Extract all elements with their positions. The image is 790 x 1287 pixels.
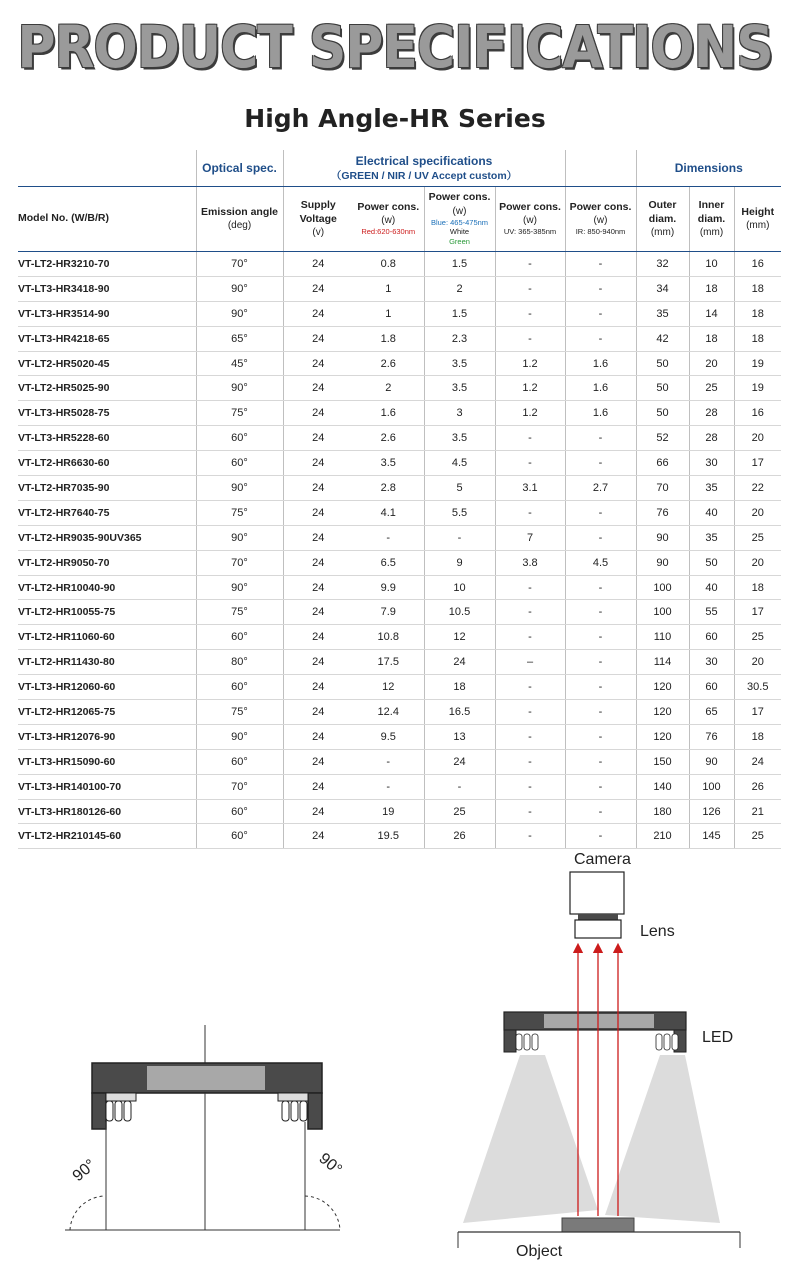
spec-table bbox=[18, 150, 781, 849]
table-cell: 60° bbox=[196, 824, 283, 849]
ring-light-diagram bbox=[65, 1025, 345, 1230]
table-cell: 3.5 bbox=[424, 376, 495, 401]
table-cell: 24 bbox=[283, 724, 353, 749]
group-electrical-title: Electrical specifications bbox=[355, 153, 493, 168]
table-cell: 20 bbox=[734, 650, 781, 675]
table-cell: 10.8 bbox=[353, 625, 424, 650]
table-row bbox=[18, 550, 781, 575]
table-row bbox=[18, 252, 781, 277]
table-cell: 19 bbox=[353, 799, 424, 824]
table-cell: 3 bbox=[424, 401, 495, 426]
table-cell: 24 bbox=[283, 326, 353, 351]
table-row bbox=[18, 500, 781, 525]
model-cell: VT-LT3-HR5228-60 bbox=[18, 426, 196, 451]
table-cell: 9 bbox=[424, 550, 495, 575]
table-cell: 0.8 bbox=[353, 252, 424, 277]
table-cell: 60° bbox=[196, 625, 283, 650]
table-cell: 70° bbox=[196, 774, 283, 799]
table-cell: 50 bbox=[636, 376, 689, 401]
table-row bbox=[18, 724, 781, 749]
table-cell: 35 bbox=[689, 476, 734, 501]
column-header-row bbox=[18, 187, 781, 252]
table-cell: 28 bbox=[689, 426, 734, 451]
table-cell: 18 bbox=[734, 301, 781, 326]
table-cell: 34 bbox=[636, 276, 689, 301]
table-cell: 75° bbox=[196, 600, 283, 625]
table-cell: 2.7 bbox=[565, 476, 636, 501]
table-cell: 75° bbox=[196, 401, 283, 426]
table-cell: 60° bbox=[196, 451, 283, 476]
table-row bbox=[18, 476, 781, 501]
table-cell: 16 bbox=[734, 252, 781, 277]
table-cell: 17.5 bbox=[353, 650, 424, 675]
camera-label: Camera bbox=[574, 851, 631, 868]
table-cell: 7 bbox=[495, 525, 565, 550]
diagrams bbox=[0, 830, 790, 1280]
table-cell: 40 bbox=[689, 500, 734, 525]
table-cell: 1.6 bbox=[353, 401, 424, 426]
table-cell: 1.2 bbox=[495, 376, 565, 401]
table-row bbox=[18, 351, 781, 376]
table-cell: 66 bbox=[636, 451, 689, 476]
table-cell: 1.8 bbox=[353, 326, 424, 351]
table-cell: - bbox=[565, 426, 636, 451]
table-cell: 120 bbox=[636, 700, 689, 725]
table-row bbox=[18, 774, 781, 799]
table-cell: 20 bbox=[689, 351, 734, 376]
table-cell: - bbox=[495, 774, 565, 799]
col-emission: Emission angle (deg) bbox=[196, 187, 283, 252]
table-cell: 24 bbox=[283, 401, 353, 426]
table-cell: 24 bbox=[283, 525, 353, 550]
table-cell: - bbox=[565, 799, 636, 824]
table-cell: - bbox=[495, 451, 565, 476]
group-electrical-subtitle: （GREEN / NIR / UV Accept custom） bbox=[330, 169, 518, 182]
table-cell: - bbox=[565, 650, 636, 675]
table-cell: - bbox=[565, 724, 636, 749]
setup-diagram bbox=[458, 851, 740, 1260]
table-cell: 1.2 bbox=[495, 401, 565, 426]
model-cell: VT-LT3-HR180126-60 bbox=[18, 799, 196, 824]
table-cell: 90 bbox=[689, 749, 734, 774]
table-cell: 10.5 bbox=[424, 600, 495, 625]
table-cell: 24 bbox=[283, 700, 353, 725]
table-cell: 3.5 bbox=[353, 451, 424, 476]
table-cell: 50 bbox=[636, 351, 689, 376]
table-cell: 3.5 bbox=[424, 351, 495, 376]
table-cell: - bbox=[495, 625, 565, 650]
table-cell: 80° bbox=[196, 650, 283, 675]
object-label: Object bbox=[516, 1243, 563, 1260]
col-supply: Supply Voltage (v) bbox=[283, 187, 353, 252]
col-outer-diam: Outer diam. (mm) bbox=[636, 187, 689, 252]
table-cell: 25 bbox=[734, 625, 781, 650]
table-cell: 70° bbox=[196, 550, 283, 575]
table-cell: 24 bbox=[424, 749, 495, 774]
model-cell: VT-LT2-HR210145-60 bbox=[18, 824, 196, 849]
table-row bbox=[18, 326, 781, 351]
group-dimensions: Dimensions bbox=[636, 150, 781, 187]
table-cell: 90° bbox=[196, 476, 283, 501]
table-cell: 24 bbox=[283, 799, 353, 824]
table-cell: 60° bbox=[196, 799, 283, 824]
table-cell: 60° bbox=[196, 675, 283, 700]
table-cell: 10 bbox=[689, 252, 734, 277]
col-power-red: Power cons. (w) Red:620-630nm bbox=[353, 187, 424, 252]
table-cell: - bbox=[353, 774, 424, 799]
group-optical: Optical spec. bbox=[196, 150, 283, 187]
table-cell: 1 bbox=[353, 276, 424, 301]
col-height: Height (mm) bbox=[734, 187, 781, 252]
table-cell: 35 bbox=[689, 525, 734, 550]
table-cell: 13 bbox=[424, 724, 495, 749]
table-cell: 50 bbox=[636, 401, 689, 426]
table-cell: 75° bbox=[196, 500, 283, 525]
lens-label: Lens bbox=[640, 923, 675, 940]
table-cell: 32 bbox=[636, 252, 689, 277]
table-cell: 6.5 bbox=[353, 550, 424, 575]
table-cell: 18 bbox=[734, 276, 781, 301]
table-cell: 76 bbox=[689, 724, 734, 749]
table-cell: 24 bbox=[283, 426, 353, 451]
table-cell: - bbox=[565, 525, 636, 550]
model-cell: VT-LT2-HR10040-90 bbox=[18, 575, 196, 600]
table-cell: 25 bbox=[734, 824, 781, 849]
group-blank-ir bbox=[565, 150, 636, 187]
table-cell: 90° bbox=[196, 376, 283, 401]
col-power-blue: Power cons. (w) Blue: 465-475nm White Green bbox=[424, 187, 495, 252]
table-cell: - bbox=[495, 500, 565, 525]
table-cell: - bbox=[565, 451, 636, 476]
angle-label-right: 90° bbox=[315, 1150, 345, 1179]
table-cell: 18 bbox=[689, 276, 734, 301]
table-cell: 24 bbox=[283, 550, 353, 575]
table-cell: 90° bbox=[196, 575, 283, 600]
table-cell: 24 bbox=[734, 749, 781, 774]
led-label: LED bbox=[702, 1029, 734, 1046]
table-cell: 5 bbox=[424, 476, 495, 501]
spec-table-body bbox=[18, 252, 781, 849]
table-cell: 126 bbox=[689, 799, 734, 824]
angle-label-left: 90° bbox=[69, 1156, 100, 1186]
table-cell: - bbox=[495, 675, 565, 700]
table-cell: 24 bbox=[283, 749, 353, 774]
table-row bbox=[18, 451, 781, 476]
table-cell: 90° bbox=[196, 525, 283, 550]
table-cell: 24 bbox=[283, 575, 353, 600]
table-cell: 100 bbox=[636, 575, 689, 600]
table-cell: - bbox=[495, 301, 565, 326]
table-cell: 24 bbox=[283, 650, 353, 675]
table-cell: 24 bbox=[424, 650, 495, 675]
model-cell: VT-LT2-HR6630-60 bbox=[18, 451, 196, 476]
table-cell: - bbox=[565, 252, 636, 277]
table-cell: 1.5 bbox=[424, 301, 495, 326]
table-cell: 1.2 bbox=[495, 351, 565, 376]
table-cell: 60° bbox=[196, 426, 283, 451]
model-cell: VT-LT2-HR11430-80 bbox=[18, 650, 196, 675]
table-cell: 28 bbox=[689, 401, 734, 426]
table-cell: 1.6 bbox=[565, 351, 636, 376]
table-cell: 60 bbox=[689, 675, 734, 700]
table-cell: 1.6 bbox=[565, 401, 636, 426]
table-cell: 210 bbox=[636, 824, 689, 849]
table-row bbox=[18, 525, 781, 550]
table-cell: 40 bbox=[689, 575, 734, 600]
table-cell: 21 bbox=[734, 799, 781, 824]
table-cell: 2.8 bbox=[353, 476, 424, 501]
table-cell: 9.5 bbox=[353, 724, 424, 749]
table-cell: 16.5 bbox=[424, 700, 495, 725]
table-cell: 20 bbox=[734, 426, 781, 451]
table-cell: 24 bbox=[283, 675, 353, 700]
table-cell: - bbox=[565, 301, 636, 326]
table-cell: 140 bbox=[636, 774, 689, 799]
table-row bbox=[18, 799, 781, 824]
model-cell: VT-LT3-HR3418-90 bbox=[18, 276, 196, 301]
table-cell: 14 bbox=[689, 301, 734, 326]
table-cell: 19 bbox=[734, 376, 781, 401]
table-cell: 17 bbox=[734, 700, 781, 725]
table-cell: 24 bbox=[283, 774, 353, 799]
table-cell: - bbox=[565, 700, 636, 725]
group-electrical bbox=[283, 150, 565, 187]
col-power-uv: Power cons. (w) UV: 365-385nm bbox=[495, 187, 565, 252]
table-cell: 10 bbox=[424, 575, 495, 600]
table-cell: 70° bbox=[196, 252, 283, 277]
table-cell: 90° bbox=[196, 301, 283, 326]
table-cell: 120 bbox=[636, 675, 689, 700]
table-cell: 24 bbox=[283, 500, 353, 525]
table-cell: 3.8 bbox=[495, 550, 565, 575]
table-cell: 19.5 bbox=[353, 824, 424, 849]
table-cell: 70 bbox=[636, 476, 689, 501]
table-cell: 19 bbox=[734, 351, 781, 376]
series-title: High Angle-HR Series bbox=[244, 104, 546, 133]
table-cell: 24 bbox=[283, 276, 353, 301]
table-cell: - bbox=[424, 525, 495, 550]
table-cell: 20 bbox=[734, 500, 781, 525]
table-cell: 35 bbox=[636, 301, 689, 326]
table-cell: 76 bbox=[636, 500, 689, 525]
table-cell: 24 bbox=[283, 351, 353, 376]
lens-icon bbox=[575, 920, 621, 938]
table-cell: 17 bbox=[734, 600, 781, 625]
table-cell: - bbox=[565, 675, 636, 700]
table-cell: 75° bbox=[196, 700, 283, 725]
table-cell: - bbox=[495, 575, 565, 600]
table-cell: 65 bbox=[689, 700, 734, 725]
table-cell: 24 bbox=[283, 301, 353, 326]
table-cell: - bbox=[565, 600, 636, 625]
table-cell: 9.9 bbox=[353, 575, 424, 600]
table-cell: 4.1 bbox=[353, 500, 424, 525]
object-block bbox=[562, 1218, 634, 1232]
table-cell: - bbox=[495, 326, 565, 351]
table-cell: - bbox=[565, 774, 636, 799]
table-cell: 17 bbox=[734, 451, 781, 476]
model-cell: VT-LT2-HR5020-45 bbox=[18, 351, 196, 376]
model-cell: VT-LT3-HR12060-60 bbox=[18, 675, 196, 700]
table-cell: – bbox=[495, 650, 565, 675]
table-cell: 45° bbox=[196, 351, 283, 376]
model-cell: VT-LT2-HR12065-75 bbox=[18, 700, 196, 725]
model-cell: VT-LT2-HR9050-70 bbox=[18, 550, 196, 575]
table-cell: 3.1 bbox=[495, 476, 565, 501]
table-cell: 12 bbox=[353, 675, 424, 700]
table-cell: 90° bbox=[196, 276, 283, 301]
table-cell: - bbox=[495, 426, 565, 451]
group-header-row bbox=[18, 150, 781, 187]
table-cell: 90 bbox=[636, 550, 689, 575]
table-row bbox=[18, 401, 781, 426]
table-cell: 18 bbox=[424, 675, 495, 700]
table-cell: 180 bbox=[636, 799, 689, 824]
table-cell: 26 bbox=[734, 774, 781, 799]
model-cell: VT-LT2-HR11060-60 bbox=[18, 625, 196, 650]
table-cell: 16 bbox=[734, 401, 781, 426]
table-row bbox=[18, 650, 781, 675]
table-cell: - bbox=[495, 724, 565, 749]
model-cell: VT-LT2-HR10055-75 bbox=[18, 600, 196, 625]
model-cell: VT-LT3-HR12076-90 bbox=[18, 724, 196, 749]
table-cell: 18 bbox=[734, 724, 781, 749]
model-cell: VT-LT3-HR4218-65 bbox=[18, 326, 196, 351]
table-cell: - bbox=[353, 525, 424, 550]
table-cell: 65° bbox=[196, 326, 283, 351]
table-cell: 25 bbox=[424, 799, 495, 824]
table-cell: - bbox=[495, 276, 565, 301]
table-cell: 22 bbox=[734, 476, 781, 501]
table-cell: 145 bbox=[689, 824, 734, 849]
table-cell: - bbox=[565, 824, 636, 849]
table-cell: - bbox=[495, 799, 565, 824]
model-cell: VT-LT3-HR15090-60 bbox=[18, 749, 196, 774]
table-cell: 110 bbox=[636, 625, 689, 650]
table-cell: - bbox=[495, 824, 565, 849]
table-cell: 30 bbox=[689, 451, 734, 476]
model-cell: VT-LT2-HR5025-90 bbox=[18, 376, 196, 401]
table-row bbox=[18, 426, 781, 451]
table-row bbox=[18, 301, 781, 326]
table-cell: 1.5 bbox=[424, 252, 495, 277]
table-cell: - bbox=[565, 625, 636, 650]
table-cell: 120 bbox=[636, 724, 689, 749]
table-cell: 4.5 bbox=[424, 451, 495, 476]
col-inner-diam: Inner diam. (mm) bbox=[689, 187, 734, 252]
table-cell: 150 bbox=[636, 749, 689, 774]
table-cell: - bbox=[353, 749, 424, 774]
table-cell: 24 bbox=[283, 252, 353, 277]
table-row bbox=[18, 625, 781, 650]
model-cell: VT-LT2-HR7640-75 bbox=[18, 500, 196, 525]
table-cell: 18 bbox=[734, 326, 781, 351]
table-cell: 60 bbox=[689, 625, 734, 650]
table-cell: 18 bbox=[689, 326, 734, 351]
model-cell: VT-LT2-HR7035-90 bbox=[18, 476, 196, 501]
table-row bbox=[18, 575, 781, 600]
model-cell: VT-LT3-HR5028-75 bbox=[18, 401, 196, 426]
col-power-ir: Power cons. (w) IR: 850-940nm bbox=[565, 187, 636, 252]
model-cell: VT-LT2-HR9035-90UV365 bbox=[18, 525, 196, 550]
table-cell: 2.3 bbox=[424, 326, 495, 351]
table-cell: 24 bbox=[283, 476, 353, 501]
table-cell: - bbox=[565, 276, 636, 301]
model-cell: VT-LT2-HR3210-70 bbox=[18, 252, 196, 277]
group-blank bbox=[18, 150, 196, 187]
table-cell: 24 bbox=[283, 376, 353, 401]
table-cell: 55 bbox=[689, 600, 734, 625]
table-cell: 30 bbox=[689, 650, 734, 675]
banner-title: PRODUCT SPECIFICATIONS bbox=[17, 14, 773, 82]
col-model: Model No. (W/B/R) bbox=[18, 187, 196, 252]
table-cell: 100 bbox=[636, 600, 689, 625]
table-cell: - bbox=[495, 600, 565, 625]
table-row bbox=[18, 700, 781, 725]
table-cell: - bbox=[565, 500, 636, 525]
table-cell: 5.5 bbox=[424, 500, 495, 525]
table-cell: 25 bbox=[689, 376, 734, 401]
model-cell: VT-LT3-HR3514-90 bbox=[18, 301, 196, 326]
table-cell: 90 bbox=[636, 525, 689, 550]
table-cell: 12.4 bbox=[353, 700, 424, 725]
table-cell: 24 bbox=[283, 625, 353, 650]
table-cell: 42 bbox=[636, 326, 689, 351]
table-cell: - bbox=[565, 575, 636, 600]
table-cell: 26 bbox=[424, 824, 495, 849]
table-cell: 20 bbox=[734, 550, 781, 575]
table-cell: 4.5 bbox=[565, 550, 636, 575]
table-cell: 52 bbox=[636, 426, 689, 451]
table-cell: 7.9 bbox=[353, 600, 424, 625]
table-cell: 114 bbox=[636, 650, 689, 675]
table-cell: - bbox=[495, 252, 565, 277]
model-cell: VT-LT3-HR140100-70 bbox=[18, 774, 196, 799]
table-cell: 24 bbox=[283, 451, 353, 476]
table-cell: 2.6 bbox=[353, 351, 424, 376]
table-cell: 60° bbox=[196, 749, 283, 774]
table-row bbox=[18, 600, 781, 625]
table-cell: - bbox=[565, 326, 636, 351]
camera-icon bbox=[570, 872, 624, 914]
table-row bbox=[18, 749, 781, 774]
table-cell: 25 bbox=[734, 525, 781, 550]
table-cell: 90° bbox=[196, 724, 283, 749]
table-cell: 24 bbox=[283, 824, 353, 849]
table-row bbox=[18, 376, 781, 401]
table-cell: - bbox=[565, 749, 636, 774]
lens-mount bbox=[578, 914, 618, 920]
table-cell: 2 bbox=[424, 276, 495, 301]
table-cell: 1 bbox=[353, 301, 424, 326]
table-cell: - bbox=[424, 774, 495, 799]
table-cell: 2.6 bbox=[353, 426, 424, 451]
table-row bbox=[18, 675, 781, 700]
table-cell: 30.5 bbox=[734, 675, 781, 700]
table-cell: 100 bbox=[689, 774, 734, 799]
table-cell: - bbox=[495, 700, 565, 725]
table-cell: 12 bbox=[424, 625, 495, 650]
table-row bbox=[18, 276, 781, 301]
table-cell: 50 bbox=[689, 550, 734, 575]
table-cell: 18 bbox=[734, 575, 781, 600]
table-cell: 2 bbox=[353, 376, 424, 401]
table-cell: 24 bbox=[283, 600, 353, 625]
table-cell: 3.5 bbox=[424, 426, 495, 451]
table-cell: 1.6 bbox=[565, 376, 636, 401]
table-cell: - bbox=[495, 749, 565, 774]
